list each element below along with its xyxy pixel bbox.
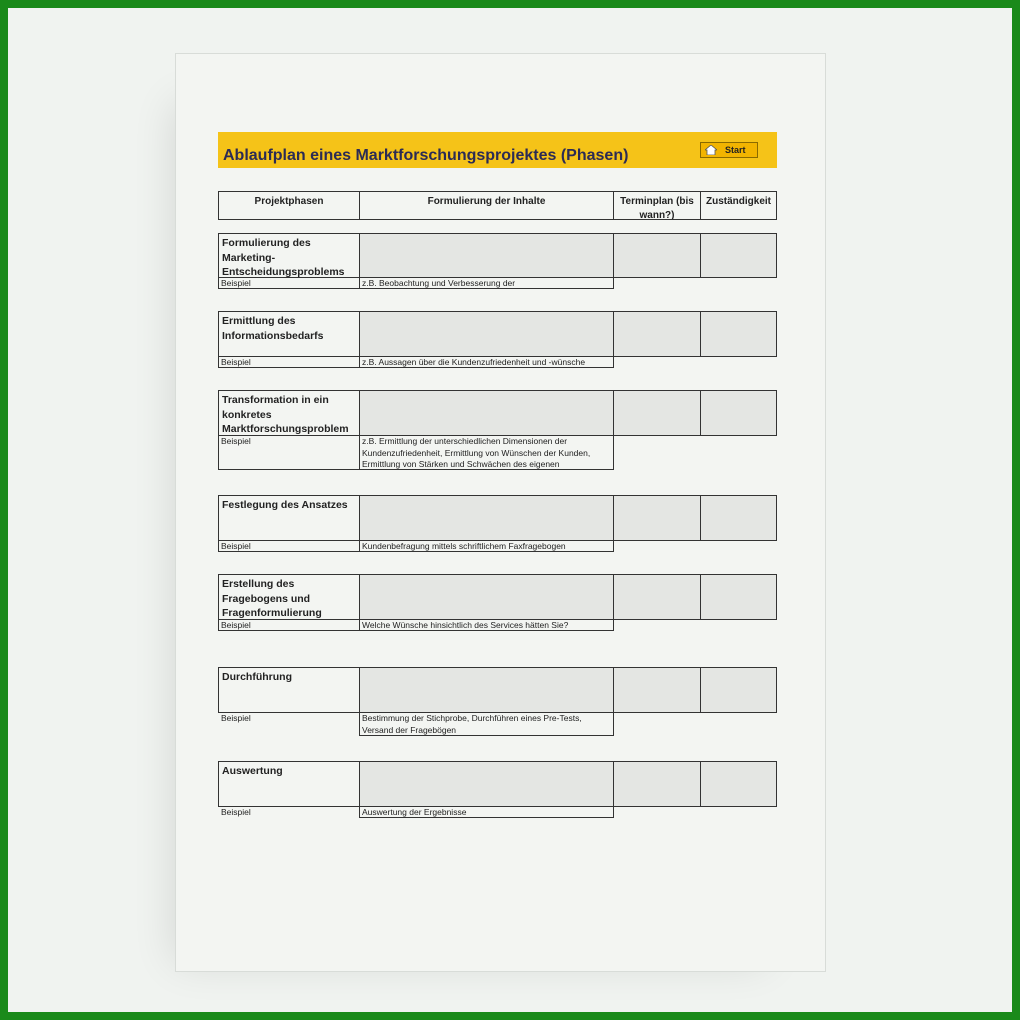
beispiel-label: Beispiel: [221, 807, 251, 817]
beispiel-label: Beispiel: [218, 540, 360, 552]
inhalte-input-cell[interactable]: [359, 311, 614, 357]
terminplan-input-cell[interactable]: [613, 495, 701, 541]
title-bar: [218, 132, 777, 168]
phase-name: Auswertung: [218, 761, 360, 807]
terminplan-input-cell[interactable]: [613, 233, 701, 278]
phase-name: Ermittlung des Informationsbedarfs: [218, 311, 360, 357]
terminplan-input-cell[interactable]: [613, 667, 701, 713]
example-text: Kundenbefragung mittels schriftlichem Faxfragebogen: [359, 540, 614, 552]
zustaendigkeit-input-cell[interactable]: [700, 761, 777, 807]
example-text: z.B. Ermittlung der unterschiedlichen Dimensionen der Kundenzufriedenheit, Ermittlung von Wünschen der Kunden, Ermittlung von Stärken und Schwächen des eigenen: [359, 435, 614, 470]
example-text: Bestimmung der Stichprobe, Durchführen eines Pre-Tests, Versand der Fragebögen: [359, 712, 614, 736]
header-terminplan: Terminplan (bis wann?): [613, 191, 701, 220]
terminplan-input-cell[interactable]: [613, 761, 701, 807]
zustaendigkeit-input-cell[interactable]: [700, 667, 777, 713]
beispiel-label: Beispiel: [218, 619, 360, 631]
home-icon: [705, 145, 717, 155]
inhalte-input-cell[interactable]: [359, 233, 614, 278]
beispiel-label: Beispiel: [218, 277, 360, 289]
inhalte-input-cell[interactable]: [359, 495, 614, 541]
inhalte-input-cell[interactable]: [359, 390, 614, 436]
phase-name: Festlegung des Ansatzes: [218, 495, 360, 541]
beispiel-label: Beispiel: [218, 356, 360, 368]
page-title: Ablaufplan eines Marktforschungsprojektes (Phasen): [223, 147, 629, 164]
terminplan-input-cell[interactable]: [613, 390, 701, 436]
example-text: Welche Wünsche hinsichtlich des Services hätten Sie?: [359, 619, 614, 631]
header-projektphasen: Projektphasen: [218, 191, 360, 220]
start-button-label: Start: [725, 145, 746, 155]
header-zustaendigkeit: Zuständigkeit: [700, 191, 777, 220]
phase-name: Durchführung: [218, 667, 360, 713]
zustaendigkeit-input-cell[interactable]: [700, 233, 777, 278]
phase-name: Erstellung des Fragebogens und Fragenformulierung: [218, 574, 360, 620]
zustaendigkeit-input-cell[interactable]: [700, 495, 777, 541]
example-text: Auswertung der Ergebnisse: [359, 806, 614, 818]
inhalte-input-cell[interactable]: [359, 667, 614, 713]
beispiel-label: Beispiel: [218, 435, 360, 470]
header-inhalte: Formulierung der Inhalte: [359, 191, 614, 220]
zustaendigkeit-input-cell[interactable]: [700, 574, 777, 620]
terminplan-input-cell[interactable]: [613, 311, 701, 357]
start-button[interactable]: [700, 142, 758, 158]
inhalte-input-cell[interactable]: [359, 761, 614, 807]
example-text: z.B. Aussagen über die Kundenzufriedenheit und -wünsche: [359, 356, 614, 368]
inhalte-input-cell[interactable]: [359, 574, 614, 620]
beispiel-label: Beispiel: [221, 713, 251, 723]
zustaendigkeit-input-cell[interactable]: [700, 390, 777, 436]
phase-name: Transformation in ein konkretes Marktforschungsproblem: [218, 390, 360, 436]
terminplan-input-cell[interactable]: [613, 574, 701, 620]
zustaendigkeit-input-cell[interactable]: [700, 311, 777, 357]
example-text: z.B. Beobachtung und Verbesserung der: [359, 277, 614, 289]
phase-name: Formulierung des Marketing-Entscheidungsproblems: [218, 233, 360, 278]
